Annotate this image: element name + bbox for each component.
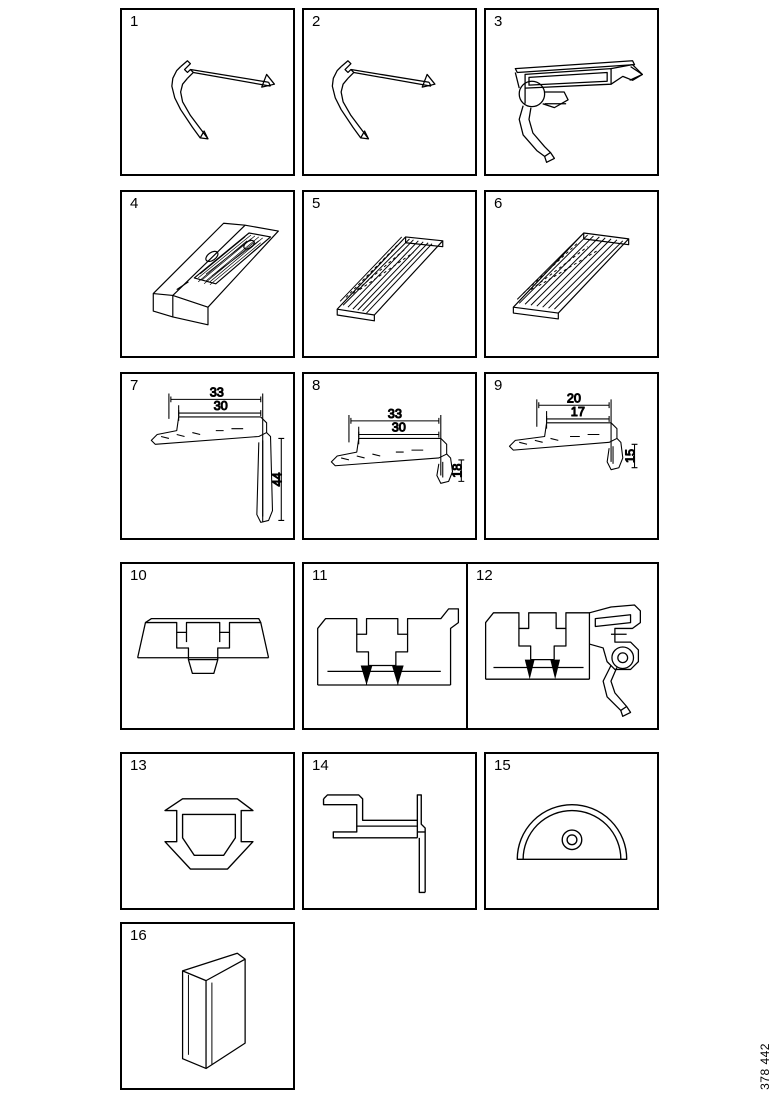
figure-cell-5 bbox=[302, 190, 477, 358]
svg-text:33: 33 bbox=[209, 385, 224, 400]
figure-art-15 bbox=[486, 754, 657, 908]
figure-cell-10 bbox=[120, 562, 295, 730]
figure-art-12 bbox=[468, 564, 657, 728]
figure-art-14 bbox=[304, 754, 475, 908]
figure-number-11: 11 bbox=[312, 567, 328, 584]
figure-cell-8 bbox=[302, 372, 477, 540]
figure-number-6: 6 bbox=[494, 195, 503, 212]
figure-cell-15 bbox=[484, 752, 659, 910]
figure-number-8: 8 bbox=[312, 377, 321, 394]
figure-art-4 bbox=[122, 192, 293, 356]
figure-art-9 bbox=[486, 374, 657, 538]
figure-number-10: 10 bbox=[130, 567, 147, 584]
figure-art-11 bbox=[304, 564, 475, 728]
figure-cell-4 bbox=[120, 190, 295, 358]
document-code: 378 442 bbox=[758, 1043, 772, 1090]
figure-number-7: 7 bbox=[130, 377, 139, 394]
figure-cell-7 bbox=[120, 372, 295, 540]
svg-text:20: 20 bbox=[566, 391, 582, 406]
figure-art-2 bbox=[304, 10, 475, 174]
figure-number-12: 12 bbox=[476, 567, 493, 584]
figure-cell-2 bbox=[302, 8, 477, 176]
figure-number-3: 3 bbox=[494, 13, 503, 30]
figure-art-5 bbox=[304, 192, 475, 356]
figure-art-13 bbox=[122, 754, 293, 908]
svg-text:18: 18 bbox=[450, 463, 465, 478]
figure-cell-14 bbox=[302, 752, 477, 910]
figure-art-3 bbox=[486, 10, 657, 174]
figure-number-1: 1 bbox=[130, 13, 139, 30]
figure-cell-6 bbox=[484, 190, 659, 358]
figure-cell-16 bbox=[120, 922, 295, 1090]
svg-text:30: 30 bbox=[213, 399, 228, 414]
figure-number-16: 16 bbox=[130, 927, 147, 944]
figure-number-5: 5 bbox=[312, 195, 321, 212]
figure-art-7 bbox=[122, 374, 293, 538]
figure-number-14: 14 bbox=[312, 757, 329, 774]
figure-number-9: 9 bbox=[494, 377, 503, 394]
figure-art-16 bbox=[122, 924, 293, 1088]
figure-cell-3 bbox=[484, 8, 659, 176]
figure-art-6 bbox=[486, 192, 657, 356]
figure-cell-13 bbox=[120, 752, 295, 910]
figure-number-4: 4 bbox=[130, 195, 139, 212]
figure-cell-9 bbox=[484, 372, 659, 540]
svg-text:33: 33 bbox=[387, 406, 402, 421]
figure-cell-12 bbox=[466, 562, 659, 730]
svg-text:17: 17 bbox=[570, 404, 585, 419]
svg-text:15: 15 bbox=[623, 448, 638, 464]
figure-number-13: 13 bbox=[130, 757, 147, 774]
figure-number-15: 15 bbox=[494, 757, 511, 774]
figure-cell-11 bbox=[302, 562, 477, 730]
figure-art-1 bbox=[122, 10, 293, 174]
figure-cell-1 bbox=[120, 8, 295, 176]
svg-text:30: 30 bbox=[391, 420, 406, 435]
svg-text:44: 44 bbox=[270, 472, 285, 487]
figure-art-8 bbox=[304, 374, 475, 538]
figure-art-10 bbox=[122, 564, 293, 728]
figure-number-2: 2 bbox=[312, 13, 321, 30]
